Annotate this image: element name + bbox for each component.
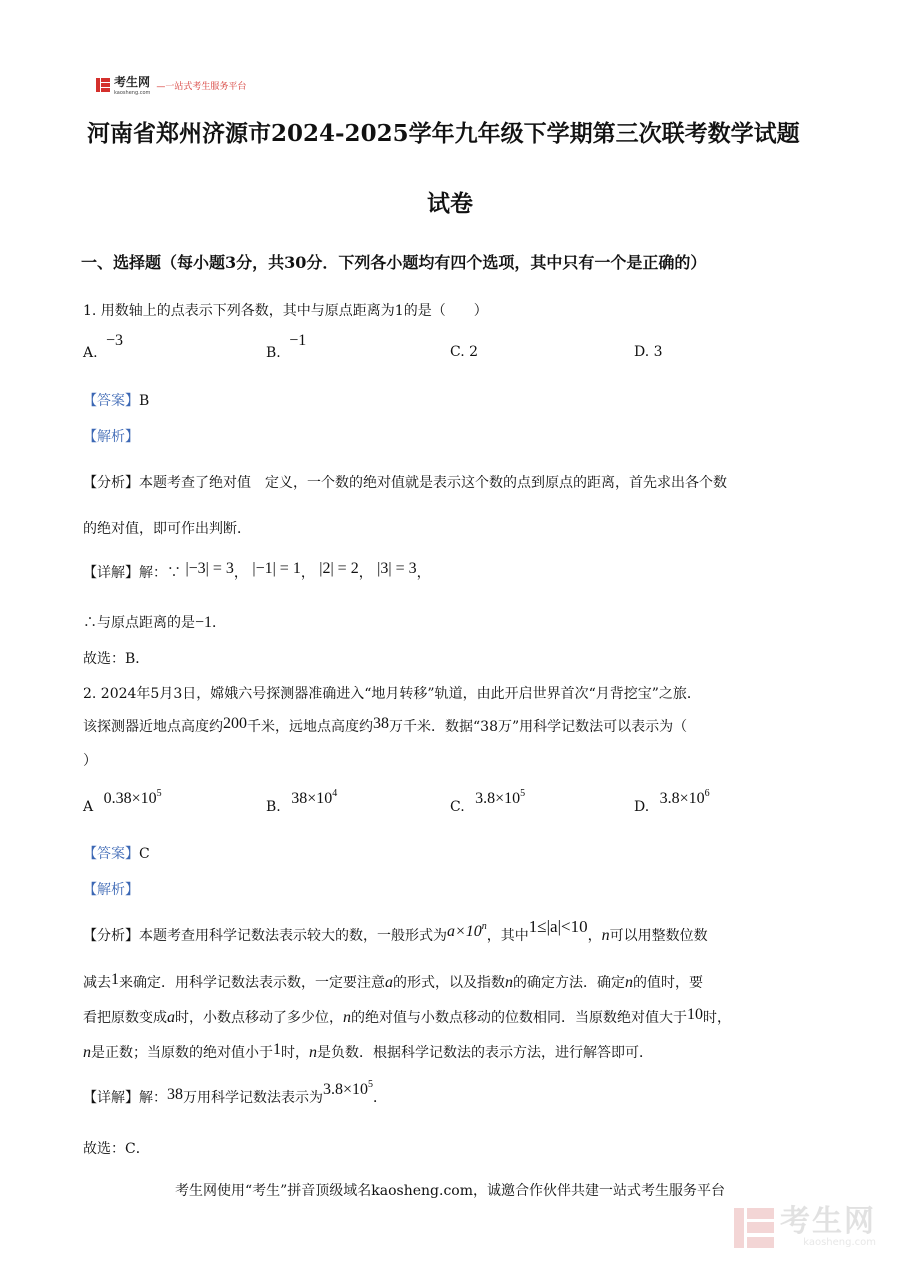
kaosheng-logo-icon [96,78,110,92]
q1-answer: 【答案】B [83,393,150,409]
q1-option-d: D. 3 [634,344,663,360]
section-heading: 一、选择题（每小题3分，共30分．下列各小题均有四个选项，其中只有一个是正确的） [81,253,707,272]
q1-xiangjie: 【详解】解：∵ |−3| = 3， |−1| = 1， |2| = 2， |3| = 3， [83,560,431,581]
watermark-domain: kaosheng.com [803,1237,876,1248]
brand-slogan: —一站式考生服务平台 [156,81,247,92]
q2-option-c: C. $3.8\times 10^5$ [450,788,526,815]
q2-xiangjie: 【详解】解：38万用科学记数法表示为$3.8\times 10^5$． [83,1079,388,1106]
q2-option-a: A $0.38\times 10^5$ [83,788,162,815]
q2-answer: 【答案】C [83,846,150,862]
q1-option-c: C. 2 [450,344,479,360]
q2-stem-line1: 2. 2024年5月3日，嫦娥六号探测器准确进入“地月转移”轨道，由此开启世界首次“月背挖宝”之旅． [83,686,701,702]
q2-fenxi-line3: 看把原数变成a时，小数点移动了多少位，n的绝对值与小数点移动的位数相同．当原数绝对值大于10时， [83,1006,731,1026]
q2-fenxi-line1: 【分析】本题考查用科学记数法表示较大的数，一般形式为$a\times 10^n$，其中1≤|a|<10，n可以用整数位数 [83,917,708,944]
q1-option-b: B. −1 [266,332,307,361]
q1-fenxi-line2: 的绝对值，即可作出判断． [83,521,251,537]
q1-analysis-tag: 【解析】 [83,429,139,445]
brand-name: 考生网 [114,75,151,89]
q2-analysis-tag: 【解析】 [83,882,139,898]
q2-option-d: D. $3.8\times 10^6$ [634,788,710,815]
q1-fenxi-line1: 【分析】本题考查了绝对值 定义，一个数的绝对值就是表示这个数的点到原点的距离，首先求出各个数 [83,475,727,491]
page-footer: 考生网使用“考生”拼音顶级域名kaosheng.com，诚邀合作伙伴共建一站式考生服务平台 [174,1183,726,1199]
q2-fenxi-line2: 减去1来确定．用科学记数法表示数，一定要注意a的形式，以及指数n的确定方法．确定n的值时，要 [83,971,703,991]
q2-choose: 故选：C． [83,1141,150,1157]
q2-stem-line3: ） [83,753,97,769]
q2-fenxi-line4: n是正数；当原数的绝对值小于1时，n是负数．根据科学记数法的表示方法，进行解答即可． [83,1041,653,1061]
q2-stem-line2: 该探测器近地点高度约200千米，远地点高度约38万千米．数据“38万”用科学记数法可以表示为（ [83,715,688,735]
header-logo [96,74,246,96]
q2-option-b: B. $38\times 10^4$ [266,788,338,815]
page-title-line2: 试卷 [427,190,473,217]
watermark-brand: 考生网 [780,1204,876,1239]
brand-domain: kaosheng.com [114,90,151,96]
q1-choose: 故选：B． [83,651,150,667]
watermark [734,1204,876,1248]
page-title: 河南省郑州济源市2024-2025学年九年级下学期第三次联考数学试题 [87,120,800,147]
q1-stem: 1. 用数轴上的点表示下列各数，其中与原点距离为1的是（ ） [83,303,488,319]
q1-conclusion: ∴与原点距离的是−1． [83,614,227,631]
watermark-logo-icon [734,1208,774,1248]
q1-option-a: A. −3 [83,332,124,361]
